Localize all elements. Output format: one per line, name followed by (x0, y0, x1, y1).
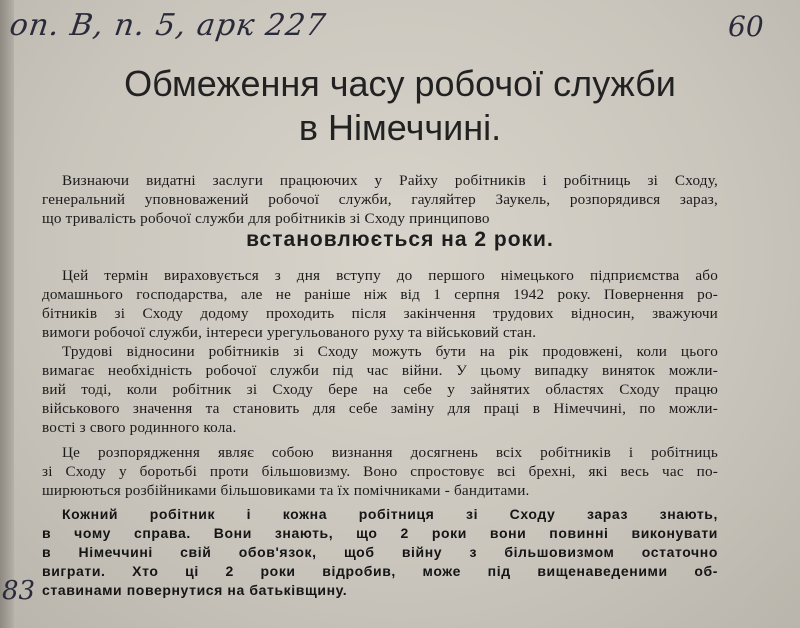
title-line-1: Обмеження часу робочої служби (124, 63, 676, 104)
title-line-2: в Німеччині. (298, 107, 502, 148)
para2-line: вимоги робочої служби, інтереси урегульованого руху та військовий стан. (42, 324, 537, 341)
para2-line: домашнього господарства, але не раніше ніж від 1 серпня 1942 року. Повернення ро- (42, 286, 718, 303)
closing-line: Кожний робітник і кожна робітниця зі Сходу зараз знають, (62, 506, 718, 522)
closing-line: в Німеччині свій обов'язок, щоб війну з більшовизмом остаточно (42, 544, 718, 560)
intro-line: що тривалість робочої служби для робітників зі Сходу принципово (42, 210, 490, 227)
para4-line: зі Сходу у боротьбі проти більшовизму. Воно спростовує всі брехні, які весь час по- (42, 463, 718, 480)
intro-line: Визнаючи видатні заслуги працюючих у Райху робітників і робітниць зі Сходу, (62, 172, 718, 189)
para3-line: вості з свого родинного кола. (42, 419, 237, 436)
para3-line: Трудові відносини робітників зі Сходу можуть бути на рік продовжені, коли цього (62, 343, 718, 360)
page-number-handwritten: 60 (728, 10, 764, 43)
para2-line: Цей термін вираховується з дня вступу до першого німецького підприємства або (62, 267, 718, 284)
para3-line: вимагає необхідність робочої служби під час війни. У цьому випадку виняток можли- (42, 362, 718, 379)
emphasis-heading: встановлюється на 2 роки. (246, 228, 554, 251)
closing-line: ставинами повернутися на батьківщину. (42, 582, 348, 598)
para4-line: ширюються розбійниками більшовиками та їх помічниками - бандитами. (42, 482, 530, 499)
para4-line: Це розпорядження являє собою визнання досягнень всіх робітників і робітниць (62, 444, 718, 461)
para3-line: вий тоді, коли робітник зі Сходу бере на себе у зайнятих областях Сходу працю (42, 381, 718, 398)
corner-handwritten-mark: 83 (2, 576, 36, 606)
archive-handwritten-mark: оп. В, п. 5, арк 227 (7, 8, 329, 43)
closing-line: виграти. Хто ці 2 роки відробив, може під вищенаведеними об- (42, 563, 718, 579)
para2-line: бітників зі Сходу додому проходить після закінчення трудових відносин, зважуючи (42, 305, 718, 322)
para3-line: військового значення та становить для себе заміну для праці в Німеччині, по можли- (42, 400, 718, 417)
closing-line: в чому справа. Вони знають, що 2 роки вони повинні виконувати (42, 525, 718, 541)
intro-line: генеральний уповноважений робочої служби, гауляйтер Заукель, розпорядився зараз, (42, 191, 718, 208)
